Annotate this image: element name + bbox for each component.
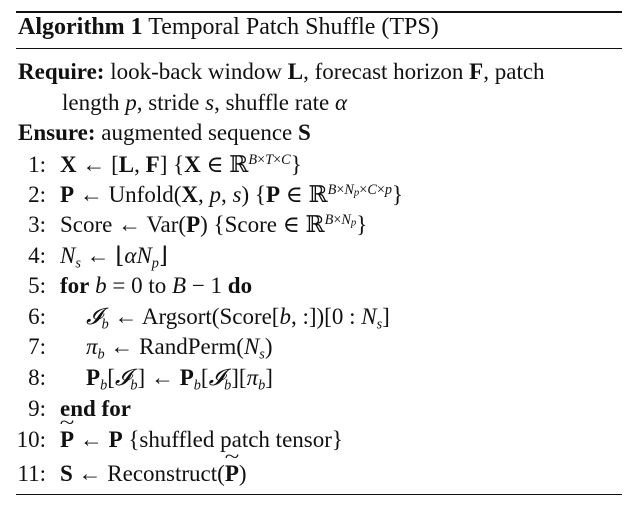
keyword-to: to [148, 273, 167, 298]
ensure-label: Ensure: [18, 120, 96, 145]
line-number: 4: [28, 243, 46, 268]
fn-reconstruct: Reconstruct [107, 461, 218, 486]
bottom-rule [16, 494, 622, 495]
statement: $N_s$ ← $⌊\alpha N_p⌋$ [60, 243, 168, 272]
statement: 𝓘$_b$ ← Argsort(Score[b, :])[0 : $N_s$] [86, 304, 390, 333]
var-p: p [125, 90, 137, 115]
line-number: 9: [28, 396, 46, 421]
fn-argsort: Argsort [141, 304, 212, 329]
var-S: S [298, 120, 311, 145]
statement: $P_b[𝓘_b]$ ← $P_b[𝓘_b][\pi_b]$ [86, 365, 273, 394]
line-number: 3: [28, 212, 46, 237]
var-s: s [205, 90, 215, 115]
algorithm-number: Algorithm 1 [18, 14, 143, 40]
statement: $\pi_b$ ← $RandPerm(N_s)$ [86, 334, 273, 363]
line-number: 8: [28, 365, 46, 390]
line-number: 6: [28, 304, 46, 329]
algorithm-name: Temporal Patch Shuffle (TPS) [148, 14, 439, 40]
line-number: 1: [28, 152, 46, 177]
ensure-text: augmented sequence [101, 120, 293, 145]
statement: S ← Reconstruct(~ P) [60, 462, 247, 485]
statement: P ← Unfold(X, p, s) {P ∈ ℝ$^{B\times Np\times C\times p}$} [60, 182, 404, 207]
line-number: 7: [28, 334, 46, 359]
statement: for b = 0 to B − 1 do [60, 273, 253, 298]
var-alpha: α [334, 90, 348, 115]
fn-unfold: Unfold [108, 182, 174, 207]
title-rule [16, 48, 622, 49]
require-text: , stride [136, 90, 200, 115]
ensure-line [18, 121, 311, 144]
line-number: 10: [16, 427, 46, 452]
keyword-do: do [227, 273, 253, 298]
fn-var: Var [146, 212, 179, 237]
keyword-end-for: end for [60, 396, 131, 421]
statement: Score ← Var(P) {Score ∈ ℝ$^{B\times Np}$} [60, 212, 368, 237]
algorithm-title [18, 14, 439, 41]
require-line-1 [18, 60, 545, 83]
line-number: 5: [28, 273, 46, 298]
var-L: L [287, 59, 304, 84]
statement: X ← [L, F] {X ∈ ℝ$^{B\times T\times C}$} [60, 152, 302, 177]
require-text: , forecast horizon [303, 59, 464, 84]
var-F: F [469, 59, 484, 84]
require-text: length [62, 90, 120, 115]
var-score: Score [60, 212, 113, 237]
statement: ~ P ← P {shuffled patch tensor} [60, 428, 343, 451]
require-label: Require: [18, 59, 105, 84]
fn-randperm: RandPerm [139, 334, 237, 359]
require-text: , patch [483, 59, 545, 84]
require-text: , shuffle rate [214, 90, 330, 115]
keyword-for: for [60, 273, 90, 298]
top-rule [16, 11, 622, 13]
require-line-2 [62, 91, 347, 114]
require-text: look-back window [110, 59, 283, 84]
comment: shuffled patch tensor [139, 427, 332, 452]
line-number: 11: [17, 461, 46, 486]
line-number: 2: [28, 182, 46, 207]
